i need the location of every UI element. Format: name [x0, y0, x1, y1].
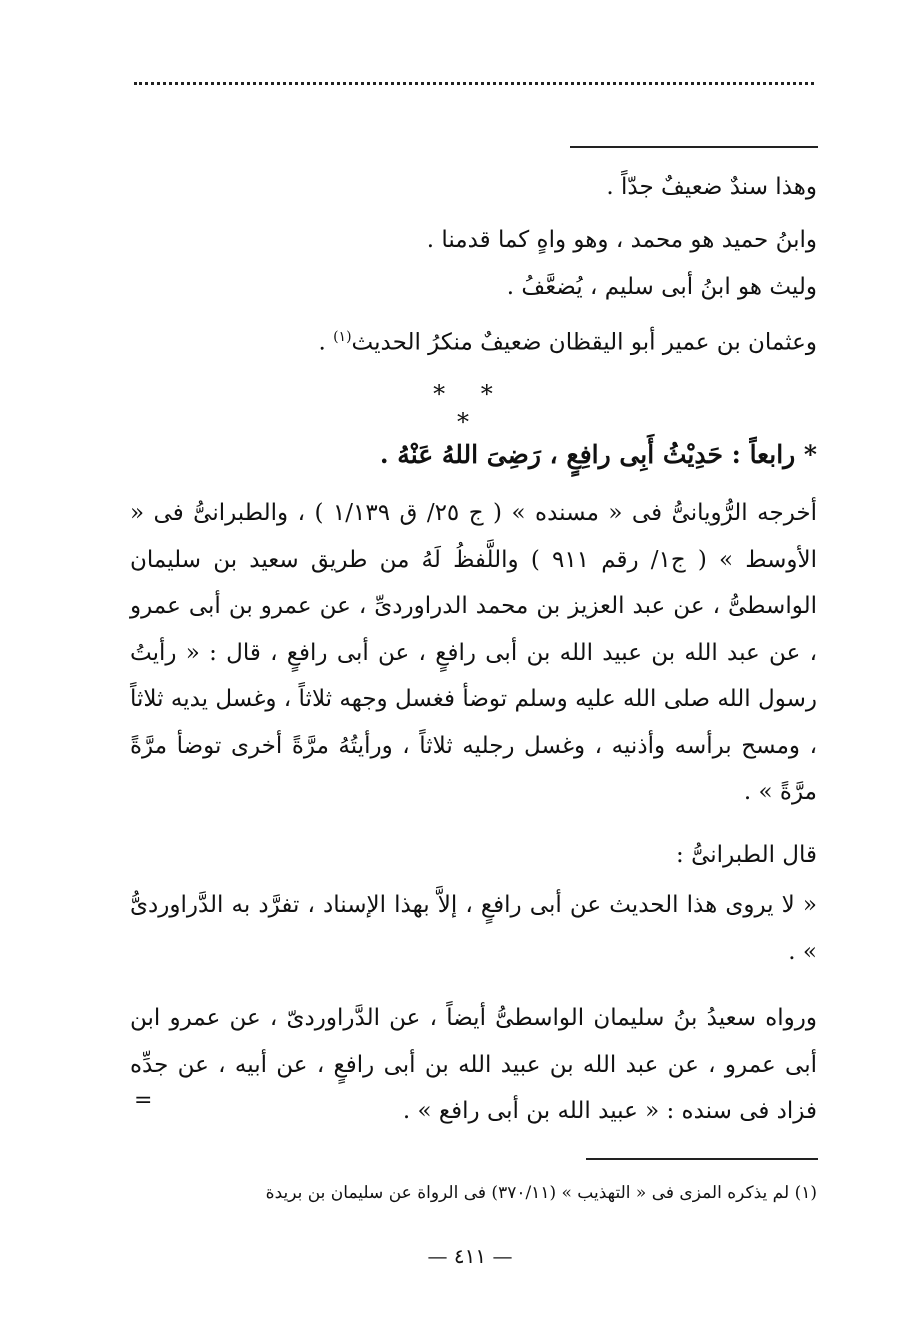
intro-line-3: وليث هو ابنُ أبى سليم ، يُضعَّفُ .: [506, 274, 817, 300]
section-heading: * رابعاً : حَدِيْثُ أَبِى رافِعٍ ، رَضِىَ اللهُ عَنْهُ .: [379, 440, 817, 469]
continuation-mark: =: [134, 1088, 153, 1113]
top-short-rule: [570, 146, 818, 148]
top-dotted-rule: [134, 82, 814, 85]
footnote-marker[interactable]: (١): [333, 329, 352, 345]
tabarani-quote: « لا يروى هذا الحديث عن أبى رافعٍ ، إلاَّ بهذا الإسناد ، تفرَّد به الدَّراوردىُّ » .: [130, 892, 817, 965]
page-number: — ٤١١ —: [427, 1244, 513, 1268]
tabarani-label: قال الطبرانىُّ :: [676, 842, 817, 868]
intro-line-4-end: .: [318, 329, 334, 356]
intro-line-4: [318, 322, 817, 358]
intro-line-2: وابنُ حميد هو محمد ، وهو واهٍ كما قدمنا .: [426, 227, 817, 253]
paragraph-2: ورواه سعيدُ بنُ سليمان الواسطىُّ أيضاً ، عن الدَّراوردىّ ، عن عمرو ابن أبى عمرو ، عن عبد الله بن عبيد الله بن أبى رافعٍ ، عن أبيه ، عن جدِّه فزاد فى سنده : « عبيد الله بن أبى رافع » .: [130, 1005, 817, 1124]
intro-line-1: وهذا سندٌ ضعيفٌ جدّاً .: [606, 174, 817, 200]
section-separator: * * *: [433, 380, 507, 436]
footnote-text: (١) لم يذكره المزى فى « التهذيب » (٣٧٠/١١) فى الرواة عن سليمان بن بريدة: [265, 1183, 817, 1203]
paragraph-1: أخرجه الرُّويانىُّ فى « مسنده » ( ج ٢٥/ ق ١/١٣٩ ) ، والطبرانىُّ فى « الأوسط » ( ج١/ رقم ٩١١ ) واللَّفظُ لَهُ من طريق سعيد بن سليمان الواسطىُّ ، عن عبد العزيز بن محمد الدراوردىِّ ، عن عمرو بن أبى عمرو ، عن عبد الله بن عبيد الله بن أبى رافعٍ ، عن أبى رافعٍ ، قال : « رأيتُ رسول الله صلى الله عليه وسلم توضأ فغسل وجهه ثلاثاً ، وغسل يديه ثلاثاً ، ومسح برأسه وأذنيه ، وغسل رجليه ثلاثاً ، ورأيتُهُ مرَّةً أخرى توضأ مرَّةً مرَّةً » .: [130, 500, 818, 805]
intro-line-4-text: وعثمان بن عمير أبو اليقظان ضعيفٌ منكرُ الحديث: [351, 329, 817, 356]
footnote-rule: [586, 1158, 818, 1160]
